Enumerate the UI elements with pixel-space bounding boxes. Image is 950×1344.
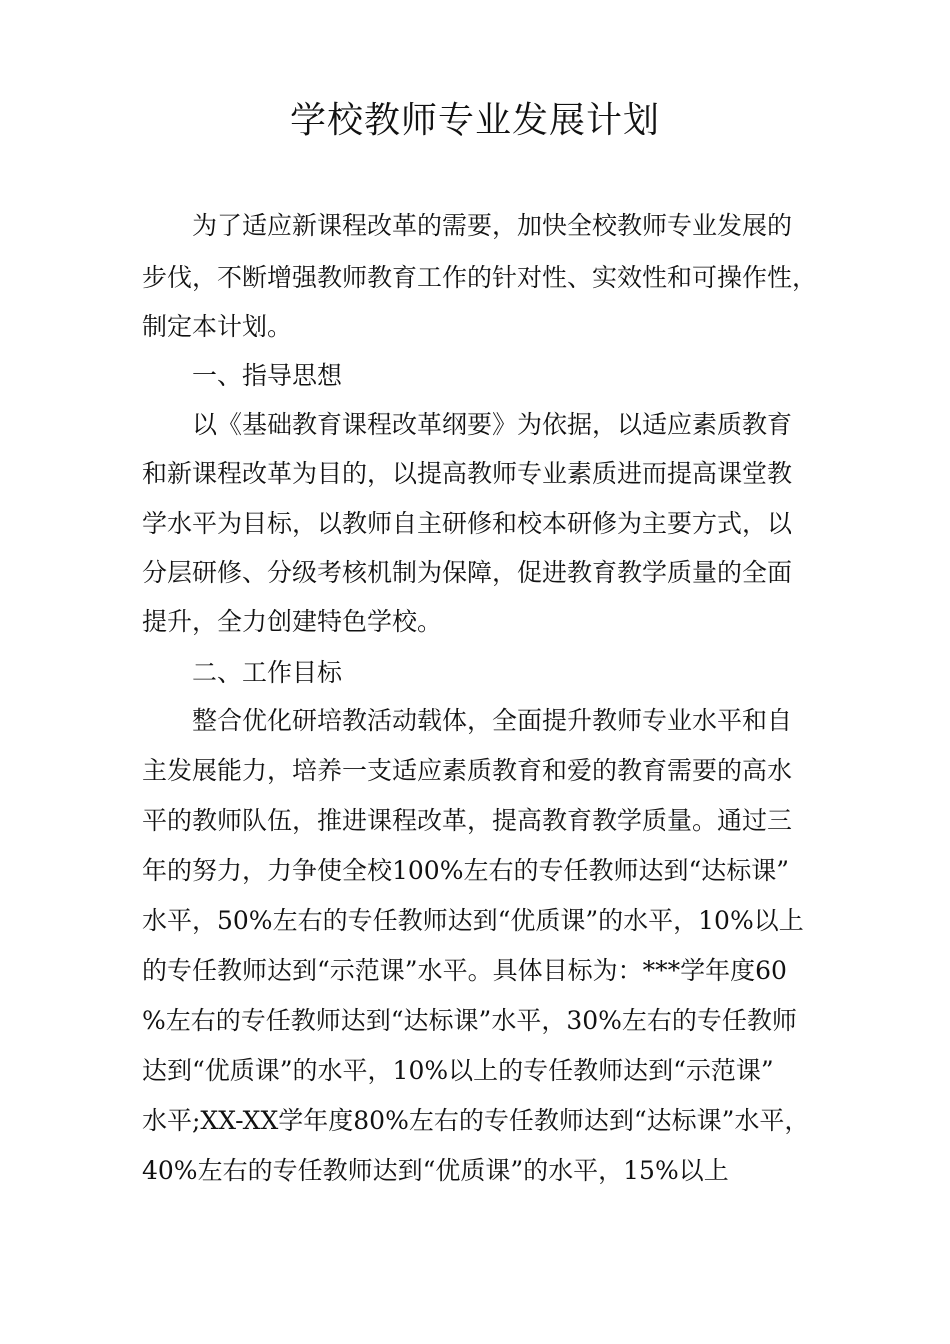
paragraph-goals-line-6: 的专任教师达到“示范课”水平。具体目标为：***学年度60 (142, 956, 787, 985)
section-heading-guiding-thought: 一、指导思想 (192, 361, 343, 390)
paragraph-guiding-line-1: 以《基础教育课程改革纲要》为依据，以适应素质教育 (192, 410, 793, 439)
paragraph-goals-line-3: 平的教师队伍，推进课程改革，提高教育教学质量。通过三 (142, 806, 793, 835)
paragraph-intro-line-1: 为了适应新课程改革的需要，加快全校教师专业发展的 (192, 211, 793, 240)
paragraph-goals-line-9: 水平;XX-XX学年度80%左右的专任教师达到“达标课”水平， (142, 1106, 810, 1135)
paragraph-guiding-line-4: 分层研修、分级考核机制为保障，促进教育教学质量的全面 (142, 558, 793, 587)
section-heading-work-goals: 二、工作目标 (192, 658, 343, 687)
paragraph-goals-line-8: 达到“优质课”的水平，10%以上的专任教师达到“示范课” (142, 1056, 774, 1085)
paragraph-intro-line-3: 制定本计划。 (142, 312, 293, 341)
paragraph-intro-line-2: 步伐，不断增强教师教育工作的针对性、实效性和可操作性， (142, 263, 818, 292)
paragraph-goals-line-5: 水平，50%左右的专任教师达到“优质课”的水平，10%以上 (142, 906, 804, 935)
paragraph-guiding-line-2: 和新课程改革为目的，以提高教师专业素质进而提高课堂教 (142, 459, 793, 488)
paragraph-goals-line-10: 40%左右的专任教师达到“优质课”的水平，15%以上 (142, 1156, 729, 1185)
paragraph-guiding-line-3: 学水平为目标，以教师自主研修和校本研修为主要方式，以 (142, 509, 793, 538)
paragraph-guiding-line-5: 提升，全力创建特色学校。 (142, 607, 443, 636)
document-title: 学校教师专业发展计划 (289, 100, 660, 141)
paragraph-goals-line-4: 年的努力，力争使全校100%左右的专任教师达到“达标课” (142, 856, 790, 885)
paragraph-goals-line-2: 主发展能力，培养一支适应素质教育和爱的教育需要的高水 (142, 756, 793, 785)
paragraph-goals-line-1: 整合优化研培教活动载体，全面提升教师专业水平和自 (192, 706, 793, 735)
paragraph-goals-line-7: %左右的专任教师达到“达标课”水平，30%左右的专任教师 (142, 1006, 797, 1035)
